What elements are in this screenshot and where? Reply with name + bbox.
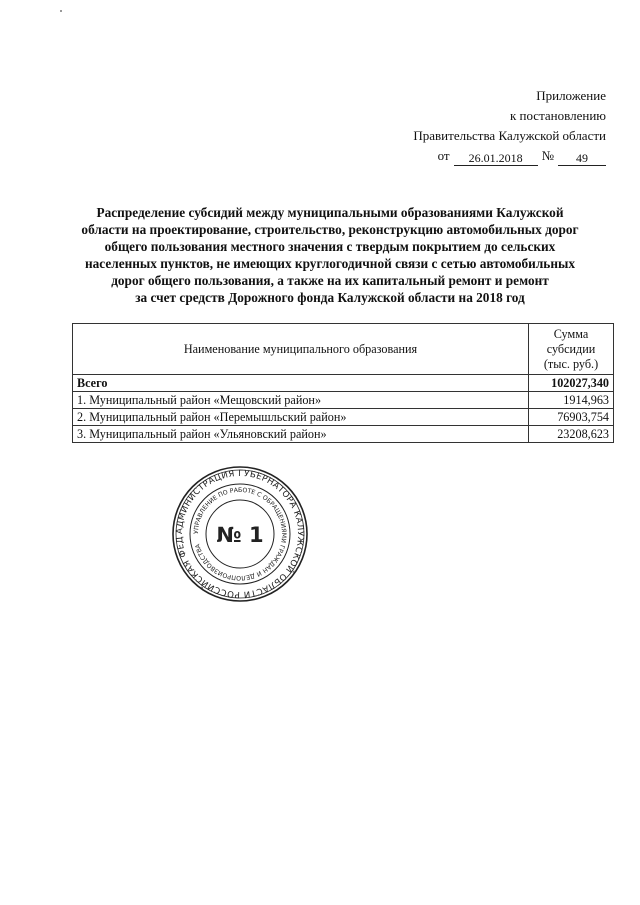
official-seal (170, 464, 310, 604)
decree-number: 49 (558, 151, 606, 166)
header-sum-line-2: субсидии (546, 341, 596, 356)
header-sum-line-1: Сумма (553, 326, 589, 341)
title-line-2: области на проектирование, строительство, реконструкцию автомобильных дорог (81, 222, 579, 237)
annex-date-line (438, 146, 606, 166)
document-title (60, 204, 600, 306)
subsidy-value: 1914,963 (529, 392, 614, 409)
decree-date: 26.01.2018 (454, 151, 538, 166)
annex-line-2: к постановлению (509, 108, 606, 123)
annex-line-1: Приложение (536, 88, 606, 103)
annex-line-3: Правительства Калужской области (413, 128, 606, 143)
subsidies-table (72, 323, 614, 443)
header-subsidy-amount (529, 324, 614, 375)
subsidy-value: 76903,754 (529, 409, 614, 426)
seal-graphic (170, 464, 310, 604)
table-row (73, 409, 614, 426)
table-header-row (73, 324, 614, 375)
municipality-name: 3. Муниципальный район «Ульяновский район» (73, 426, 529, 443)
total-label: Всего (73, 375, 529, 392)
header-municipality: Наименование муниципального образования (73, 324, 529, 375)
title-line-4: населенных пунктов, не имеющих круглогодичной связи с сетью автомобильных (84, 256, 576, 271)
number-sign: № (541, 148, 554, 163)
title-line-5: дорог общего пользования, а также на их капитальный ремонт и ремонт (111, 273, 549, 288)
scan-mark (60, 10, 62, 12)
title-line-3: общего пользования местного значения с твердым покрытием до сельских (104, 239, 556, 254)
subsidy-value: 23208,623 (529, 426, 614, 443)
seal-outer-text: АДМИНИСТРАЦИЯ ГУБЕРНАТОРА КАЛУЖСКОЙ ОБЛАСТИ РОССИЙСКАЯ ФЕД (174, 468, 306, 600)
date-prefix: от (437, 148, 450, 163)
total-value: 102027,340 (529, 375, 614, 392)
municipality-name: 2. Муниципальный район «Перемышльский район» (73, 409, 529, 426)
header-sum-line-3: (тыс. руб.) (543, 356, 599, 371)
title-line-6: за счет средств Дорожного фонда Калужской области на 2018 год (135, 290, 525, 305)
table-row (73, 392, 614, 409)
seal-center-number: № 1 (216, 523, 264, 547)
total-row (73, 375, 614, 392)
table-row (73, 426, 614, 443)
seal-inner-text: УПРАВЛЕНИЕ ПО РАБОТЕ С ОБРАЩЕНИЯМИ ГРАЖДАН И ДЕЛОПРОИЗВОДСТВА (192, 486, 288, 582)
title-line-1: Распределение субсидий между муниципальными образованиями Калужской (96, 205, 564, 220)
municipality-name: 1. Муниципальный район «Мещовский район» (73, 392, 529, 409)
annex-block (413, 86, 606, 166)
